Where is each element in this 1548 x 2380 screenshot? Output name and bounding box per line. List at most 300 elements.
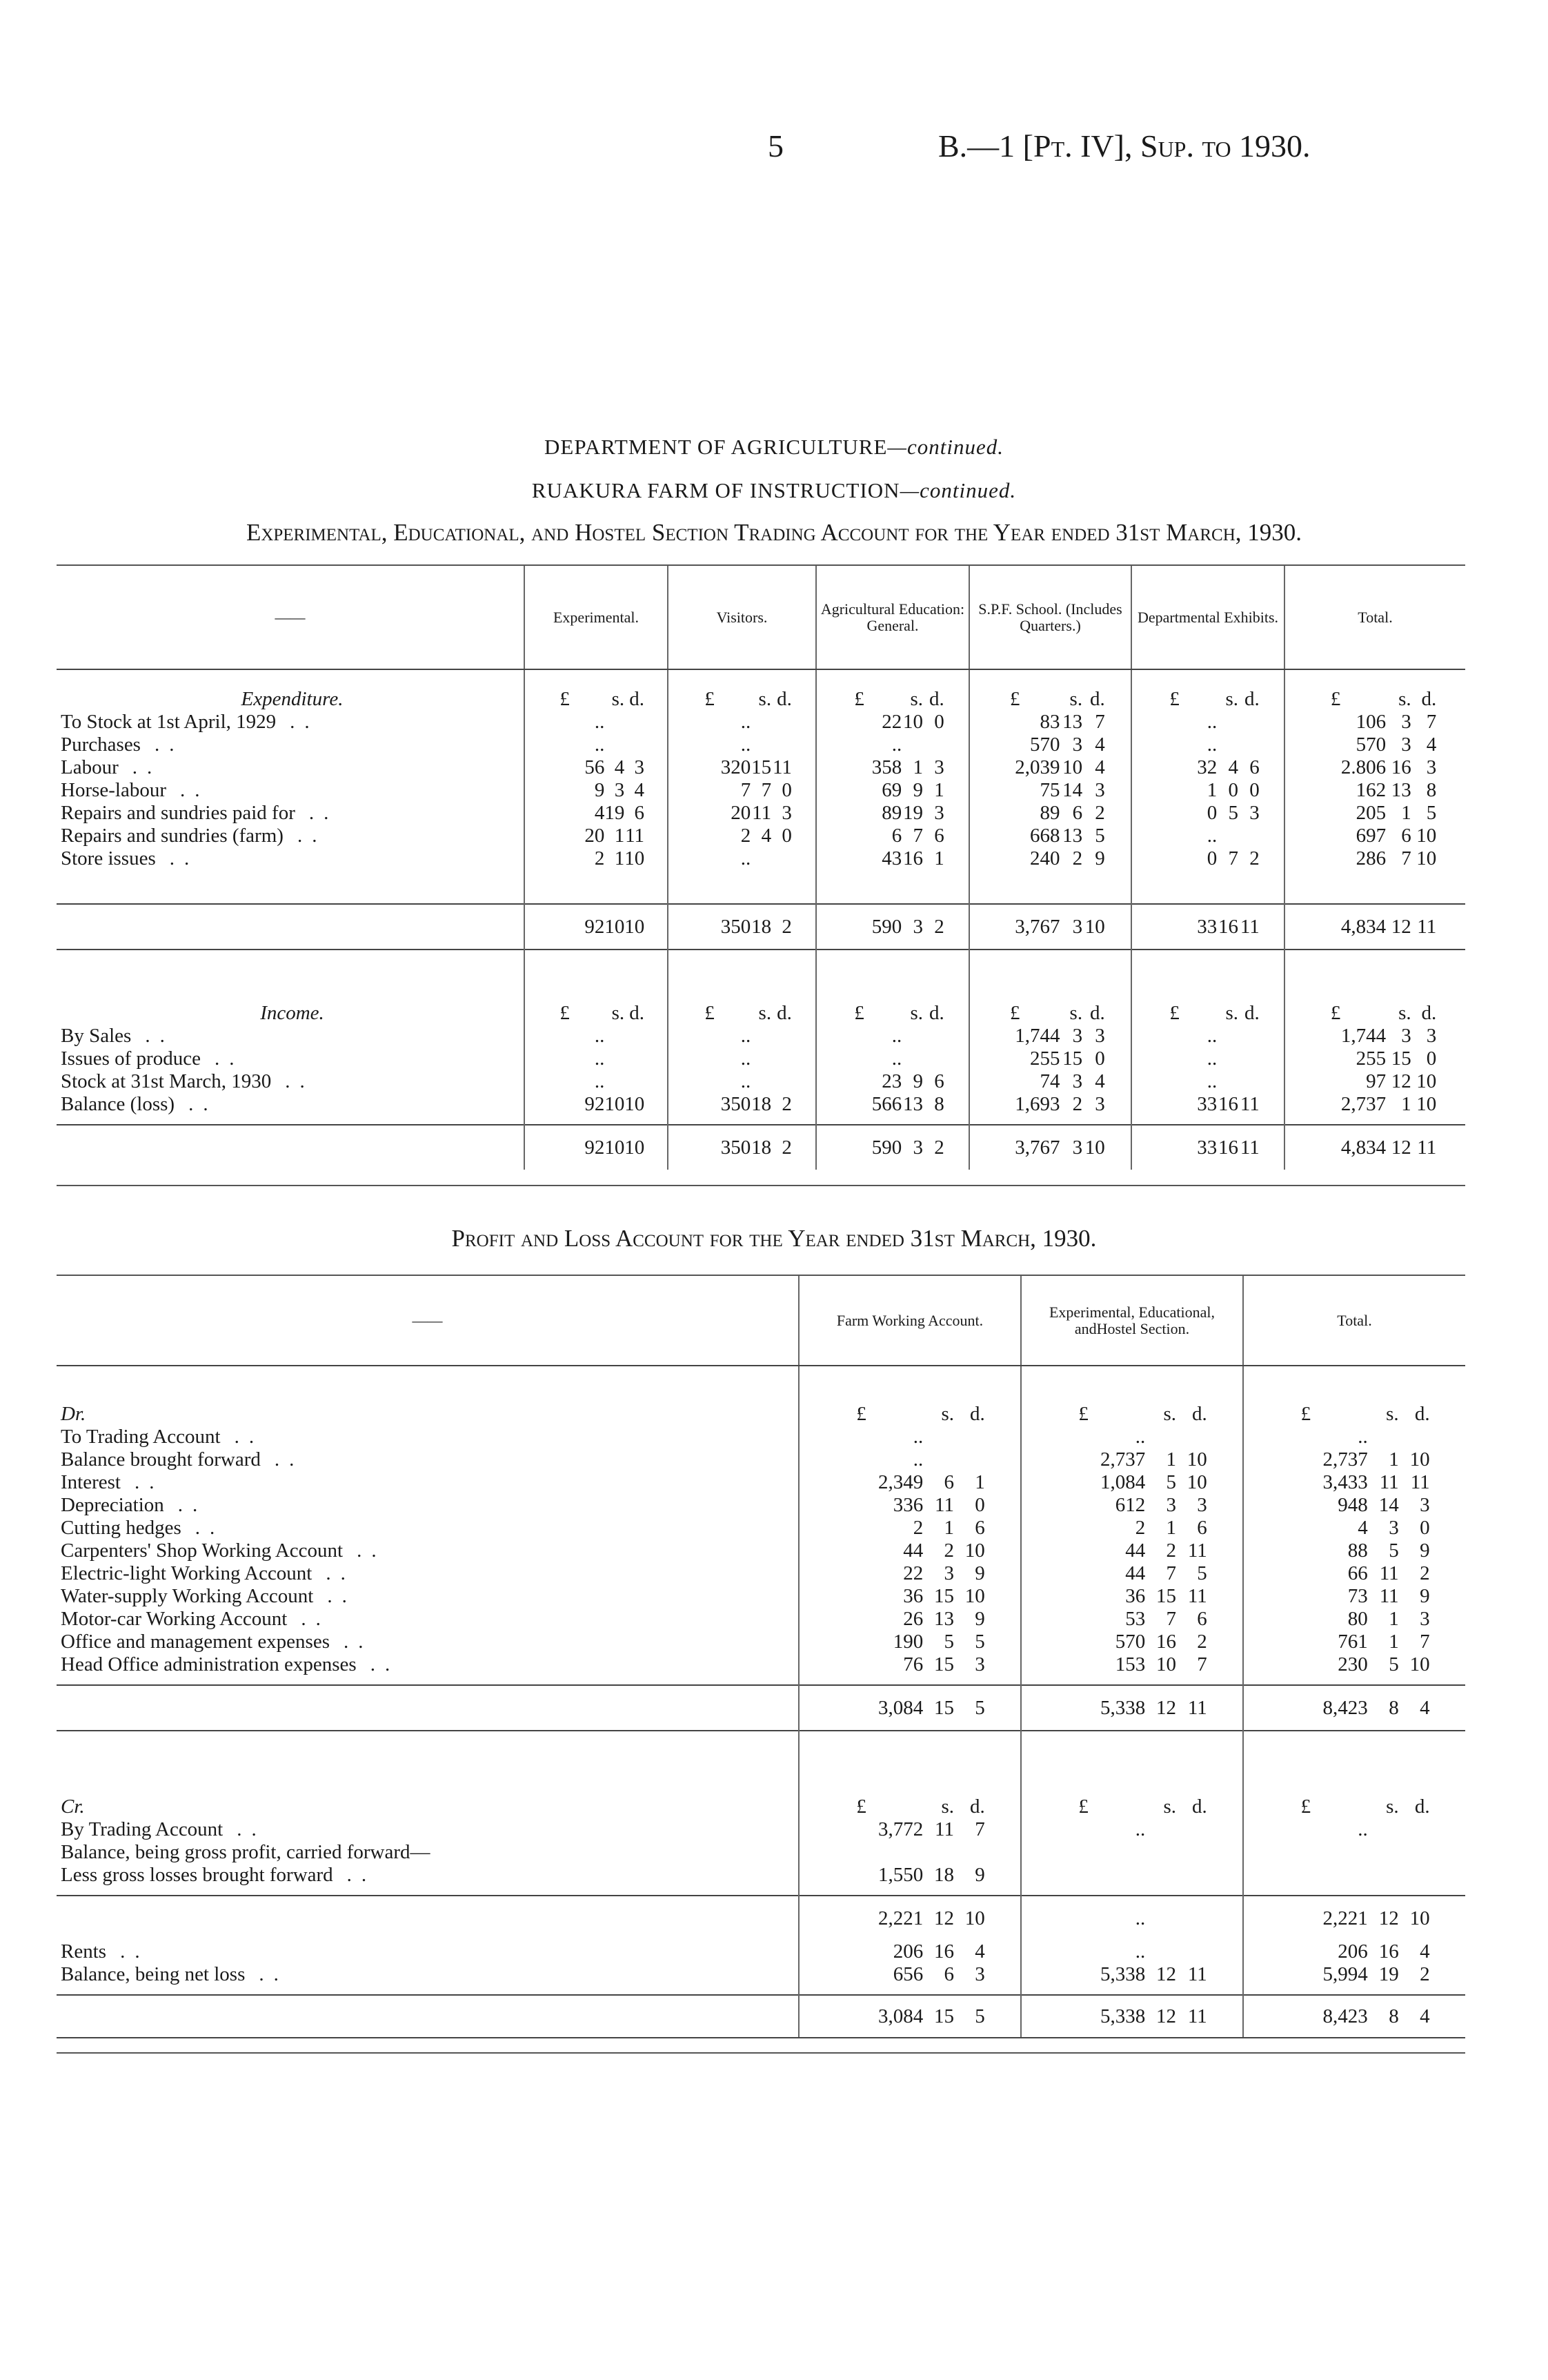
pl-dr-row-label [57,1426,799,1448]
trading-expenditure-value-1-pence: 0 [782,825,792,847]
pl-dr-row [57,1540,1465,1562]
trading-expenditure-value-2-pounds: 6 [891,825,902,847]
pl-dr-row-value-1-pounds: 2 [1135,1517,1146,1539]
pl-dr-row-value-2 [1243,1517,1465,1540]
trading-income-value-4-pounds: .. [1207,1025,1218,1047]
trading-income-value-4-pounds: .. [1207,1070,1218,1092]
trading-income-total-value-5-pounds: 4,834 [1340,1137,1387,1159]
pl-dr-row-label-text: Depreciation [61,1494,164,1516]
pl-dr-heading-text: Dr. [61,1403,86,1425]
pl-dr-heading-d-sign-1: d. [1192,1403,1207,1425]
pl-cr-row-value-0-pounds: 206 [893,1940,924,1963]
trading-expenditure-value-4-pounds: 32 [1197,756,1218,778]
pl-dr-row-value-2-shillings: 1 [1389,1608,1399,1630]
trading-expenditure-value-0-pence: 6 [634,802,645,824]
pl-blank-header [57,1276,799,1366]
trading-income-heading-s-sign-2: s. [910,1002,923,1024]
trading-expenditure-total-value-0-pounds: 92 [584,916,605,938]
pl-dr-row-value-1-shillings: 3 [1166,1494,1176,1516]
trading-col-header-text-1: Visitors. [716,608,768,626]
trading-expenditure-total-value-5-pounds: 4,834 [1340,916,1387,938]
trading-expenditure-value-5-pence: 8 [1426,779,1437,801]
pl-cr-heading-d-sign-2: d. [1414,1796,1430,1818]
trading-expenditure-value-2 [816,847,969,870]
pl-spacer-col [1243,1731,1465,1773]
trading-expenditure-value-2-shillings: 9 [913,779,923,801]
pl-spacer [57,1731,1465,1773]
trading-col-header-text-4: Departmental Exhibits. [1137,608,1279,626]
pl-dr-row-label [57,1585,799,1608]
trading-expenditure-value-3-shillings: 10 [1062,756,1083,778]
pl-dr-total-value-0-shillings: 15 [933,1697,954,1719]
pl-cr-row-value-0-pence: 3 [975,1963,985,1985]
pl-cr-balance-line1 [57,1841,1465,1864]
pl-dr-row-label-leader-dots: .. [234,1426,264,1448]
pl-spacer-cell [57,1731,799,1773]
pl-spacer [57,1676,1465,1685]
pl-dr-row-value-2-pounds: .. [1358,1426,1368,1448]
trading-expenditure-value-2-shillings: 10 [902,711,923,733]
farm-title-suffix: —continued. [900,478,1017,502]
trading-expenditure-value-4-pounds: .. [1207,711,1218,733]
pl-dr-row-value-1 [1021,1585,1243,1608]
trading-spacer-col [969,870,1131,904]
pl-dr-row-value-1-pounds: 2,737 [1100,1448,1146,1471]
pl-dr-row-label-text: Balance brought forward [61,1448,261,1471]
pl-cr-row-value-0-pence: 4 [975,1940,985,1963]
trading-expenditure-value-3-pence: 5 [1095,825,1105,847]
pl-dr-row-value-0 [799,1562,1021,1585]
pl-dr-row-value-0-pence: 9 [975,1608,985,1630]
trading-expenditure-value-4 [1131,847,1284,870]
trading-income-heading-s-sign-1: s. [758,1002,772,1024]
trading-income-heading [57,983,1465,1025]
pl-dr-row-value-0 [799,1631,1021,1653]
trading-income-value-5-pence: 10 [1416,1070,1437,1092]
trading-expenditure-heading-d-sign-0: d. [629,688,645,710]
trading-income-total-value-4-pence: 11 [1240,1137,1260,1159]
trading-income-total-value-4-pounds: 33 [1197,1137,1218,1159]
trading-income-heading-currency-5 [1284,983,1465,1025]
trading-income-value-2-pence: 6 [934,1070,944,1092]
pl-dr-row-value-0 [799,1448,1021,1471]
trading-expenditure-label-leader-dots: .. [290,711,319,733]
pl-dr-row-label-leader-dots: .. [357,1540,386,1562]
trading-income-value-2-pence: 8 [934,1093,944,1115]
pl-cr-subtotal-value-0 [799,1896,1021,1940]
pl-cr-row-value-1 [1021,1963,1243,1986]
trading-income-value-2-pounds: .. [891,1048,902,1070]
pl-dr-row-value-0-pence: 1 [975,1471,985,1493]
pl-dr-row-label-leader-dots: .. [177,1494,208,1516]
trading-spacer-col [1284,1116,1465,1125]
trading-expenditure-value-1-pounds: .. [740,734,751,756]
pl-dr-row-value-1 [1021,1562,1243,1585]
pl-spacer-col [1021,1731,1243,1773]
trading-expenditure-value-1-pounds: 320 [720,756,751,778]
trading-income-value-0-pounds: .. [594,1048,605,1070]
trading-income-total-value-3-pounds: 3,767 [1015,1137,1060,1159]
trading-income-label-leader-dots: .. [285,1070,315,1092]
trading-expenditure-value-5-pence: 4 [1426,734,1437,756]
pl-cr-balance-line2-value-0-pounds: 1,550 [877,1864,924,1886]
pl-dr-row [57,1448,1465,1471]
pl-dr-row-value-0-pence: 5 [975,1631,985,1653]
trading-expenditure-value-5-pence: 10 [1416,847,1437,869]
trading-expenditure-heading-pound-sign-0: £ [559,688,570,710]
trading-income-value-3-shillings: 2 [1072,1093,1083,1115]
trading-income-total-value-0-pounds: 92 [584,1137,605,1159]
pl-cr-row-value-0 [799,1940,1021,1963]
pl-dr-total-value-1-shillings: 12 [1155,1697,1176,1719]
pl-dr-row-value-2-pounds: 4 [1358,1517,1368,1539]
pl-dr-row-value-1-pence: 3 [1197,1494,1207,1516]
pl-cr-row [57,1963,1465,1986]
trading-income-value-5-pounds: 2,737 [1340,1093,1387,1115]
trading-expenditure-value-2-pounds: .. [891,734,902,756]
trading-income-value-0 [524,1093,668,1116]
trading-income-label-text: By Sales [61,1025,132,1047]
trading-expenditure-value-2 [816,734,969,756]
pl-cr-total-value-0-shillings: 15 [933,2005,954,2027]
trading-expenditure-label [57,734,524,756]
trading-expenditure-total-value-0-pence: 10 [624,916,645,938]
pl-dr-total-value-2-pounds: 8,423 [1322,1697,1368,1719]
pl-dr-heading-d-sign-2: d. [1414,1403,1430,1425]
pl-dr-total-value-1-pence: 11 [1187,1697,1207,1719]
trading-expenditure-value-4-pounds: .. [1207,825,1218,847]
trading-expenditure-value-0-pounds: .. [594,711,605,733]
trading-expenditure-heading-s-sign-3: s. [1069,688,1083,710]
trading-expenditure-value-0 [524,711,668,734]
trading-expenditure-value-4 [1131,734,1284,756]
profit-loss-title: Profit and Loss Account for the Year ended 31st March, 1930. [451,1225,1097,1252]
trading-expenditure-heading-currency-0 [524,669,668,711]
pl-dr-row-value-1-pence: 2 [1197,1631,1207,1653]
pl-dr-row-label-leader-dots: .. [134,1471,164,1493]
pl-dr-row [57,1585,1465,1608]
trading-expenditure-total-value-0 [524,904,668,950]
pl-dr-row-label-text: Water-supply Working Account [61,1585,314,1607]
trading-income-value-3-shillings: 3 [1072,1070,1083,1092]
pl-cr-heading-currency-0 [799,1773,1021,1818]
trading-expenditure-value-5-pounds: 106 [1356,711,1387,733]
pl-dr-row-value-0-pounds: 336 [893,1494,924,1516]
pl-dr-row-value-2 [1243,1653,1465,1676]
trading-income-label [57,1025,524,1048]
trading-expenditure-label-leader-dots: .. [132,756,162,778]
pl-cr-total-value-0-pounds: 3,084 [877,2005,924,2027]
pl-spacer-col [799,1676,1021,1685]
pl-cr-heading-pound-sign-1: £ [1078,1796,1089,1818]
pl-dr-heading-s-sign-2: s. [1386,1403,1399,1425]
trading-income-label-text: Stock at 31st March, 1930 [61,1070,272,1092]
trading-income-value-3-pence: 3 [1095,1025,1105,1047]
trading-bottom-rule [57,1185,1465,1186]
trading-expenditure-total-value-4 [1131,904,1284,950]
trading-spacer-col [1131,1116,1284,1125]
pl-dr-row-value-1-pounds: 53 [1125,1608,1146,1630]
pl-cr-subtotal-value-1-pounds: .. [1135,1907,1146,1929]
pl-spacer-col [1021,1887,1243,1896]
trading-income-row [57,1070,1465,1093]
trading-income-heading-s-sign-3: s. [1069,1002,1083,1024]
trading-expenditure-value-0-pounds: 9 [594,779,605,801]
pl-dr-row-value-2 [1243,1562,1465,1585]
pl-cr-row-value-1-pounds: 5,338 [1100,1963,1146,1985]
trading-expenditure-value-2 [816,802,969,825]
pl-cr-row-value-2 [1243,1963,1465,1986]
pl-cr-heading-d-sign-0: d. [970,1796,985,1818]
pl-cr-trading-row-label-leader-dots: .. [237,1818,266,1840]
pl-spacer-col [1021,1986,1243,1995]
pl-cr-heading-label [57,1773,799,1818]
trading-expenditure-row [57,802,1465,825]
pl-dr-row-value-1-pounds: 612 [1115,1494,1146,1516]
pl-cr-row-value-0-pounds: 656 [893,1963,924,1985]
pl-dr-row-value-2-pence: 3 [1420,1494,1430,1516]
trading-expenditure-value-1-pence: 11 [772,756,792,778]
pl-dr-row-value-2-pounds: 3,433 [1322,1471,1368,1493]
pl-dr-row-value-0 [799,1494,1021,1517]
trading-expenditure-value-5-shillings: 3 [1401,734,1411,756]
trading-income-heading-pound-sign-3: £ [1009,1002,1020,1024]
farm-title [0,478,1548,503]
trading-expenditure-total-value-3-shillings: 3 [1072,916,1083,938]
trading-income-value-3 [969,1093,1131,1116]
trading-expenditure-label-leader-dots: .. [297,825,327,847]
pl-dr-row-value-2-pounds: 761 [1338,1631,1368,1653]
pl-dr-row-value-0-shillings: 6 [944,1471,954,1493]
trading-expenditure-value-5-pence: 7 [1426,711,1437,733]
trading-expenditure-total-value-2-pounds: 590 [871,916,902,938]
pl-cr-balance-line2-value-1 [1021,1864,1243,1887]
trading-income-heading-currency-1 [668,983,816,1025]
trading-expenditure-value-3 [969,825,1131,847]
trading-expenditure-value-1-shillings: 15 [751,756,772,778]
pl-dr-row-value-0-shillings: 15 [933,1653,954,1675]
pl-cr-row-value-2-shillings: 16 [1378,1940,1399,1963]
pl-spacer-col [799,1731,1021,1773]
trading-income-total-value-3-pence: 10 [1084,1137,1105,1159]
trading-expenditure-value-2-pence: 3 [934,756,944,778]
trading-spacer-col [816,1116,969,1125]
trading-expenditure-value-2-pence: 0 [934,711,944,733]
trading-income-value-5-pounds: 255 [1356,1048,1387,1070]
pl-dr-row-value-1-shillings: 1 [1166,1517,1176,1539]
trading-spacer-col [524,950,668,983]
trading-income-value-5-shillings: 3 [1401,1025,1411,1047]
pl-dr-row-value-1-pounds: 153 [1115,1653,1146,1675]
pl-dr-row-value-0-shillings: 2 [944,1540,954,1562]
trading-expenditure-total-blank [57,904,524,950]
pl-dr-total [57,1685,1465,1731]
pl-cr-trading-row [57,1818,1465,1841]
trading-income-value-1-pounds: .. [740,1048,751,1070]
trading-expenditure-value-3-shillings: 13 [1062,825,1083,847]
pl-spacer-col [1021,1676,1243,1685]
pl-dr-row-value-1-shillings: 2 [1166,1540,1176,1562]
trading-expenditure-value-1-shillings: 7 [761,779,772,801]
department-title-main: DEPARTMENT OF AGRICULTURE [544,435,888,459]
trading-expenditure-value-3-shillings: 3 [1072,734,1083,756]
trading-expenditure-value-1-pounds: .. [740,711,751,733]
pl-cr-balance-line2-label-text: Less gross losses brought forward [61,1864,333,1886]
trading-blank-dash: —— [275,608,306,626]
trading-expenditure-value-2-pence: 3 [934,802,944,824]
department-title-suffix: —continued. [887,435,1004,459]
pl-cr-row-value-2-pounds: 5,994 [1322,1963,1368,1985]
trading-income-total [57,1125,1465,1170]
trading-expenditure-value-3-pence: 7 [1095,711,1105,733]
trading-expenditure-total-value-5-pence: 11 [1417,916,1437,938]
pl-dr-row-value-0 [799,1517,1021,1540]
trading-expenditure-value-4-shillings: 4 [1228,756,1238,778]
pl-dr-row-value-1 [1021,1471,1243,1494]
pl-spacer [57,1887,1465,1896]
pl-cr-total-value-2-pence: 4 [1420,2005,1430,2027]
pl-cr-row-value-2-shillings: 19 [1378,1963,1399,1985]
trading-expenditure-heading-pound-sign-2: £ [854,688,864,710]
trading-expenditure-value-3-pence: 9 [1095,847,1105,869]
trading-expenditure-value-4 [1131,802,1284,825]
trading-col-header-text-0: Experimental. [553,608,639,626]
trading-income-label-text: Issues of produce [61,1048,201,1070]
pl-cr-total-value-1 [1021,1995,1243,2038]
pl-dr-row-value-1-pounds: 36 [1125,1585,1146,1607]
trading-expenditure-value-2-shillings: 16 [902,847,923,869]
trading-expenditure-value-3-pounds: 83 [1040,711,1060,733]
trading-expenditure-row [57,847,1465,870]
trading-spacer-col [1284,870,1465,904]
pl-cr-row-value-2-pence: 4 [1420,1940,1430,1963]
trading-expenditure-total-value-2-shillings: 3 [913,916,923,938]
pl-cr-subtotal-value-2 [1243,1896,1465,1940]
pl-dr-row-label-leader-dots: .. [274,1448,304,1471]
pl-dr-row-label [57,1608,799,1631]
pl-dr-row-value-1-shillings: 5 [1166,1471,1176,1493]
trading-income-heading-pound-sign-2: £ [854,1002,864,1024]
pl-dr-row-value-0-pounds: 2 [913,1517,924,1539]
pl-col-header-text-1: Experimental, Educational, andHostel Section. [1049,1303,1215,1337]
pl-bottom-rule [57,2052,1465,2054]
pl-dr-row-value-1-pence: 6 [1197,1517,1207,1539]
pl-dr-row-value-2-pounds: 80 [1347,1608,1368,1630]
trading-income-value-0-pence: 10 [624,1093,645,1115]
pl-dr-row-label-leader-dots: .. [370,1653,400,1675]
trading-spacer [57,1116,1465,1125]
trading-expenditure-heading-s-sign-2: s. [910,688,923,710]
trading-income-total-value-1 [668,1125,816,1170]
pl-cr-total [57,1995,1465,2038]
pl-dr-row-value-1-pence: 11 [1187,1540,1207,1562]
trading-income-value-0 [524,1070,668,1093]
trading-expenditure-value-0-pence: 11 [625,825,645,847]
trading-income-value-1 [668,1048,816,1070]
pl-dr-row-value-0-pence: 6 [975,1517,985,1539]
trading-expenditure-value-4 [1131,756,1284,779]
pl-cr-heading-pound-sign-2: £ [1300,1796,1311,1818]
trading-expenditure-label-leader-dots: .. [180,779,210,801]
pl-dr-row-value-1-shillings: 15 [1155,1585,1176,1607]
trading-expenditure-heading-pound-sign-4: £ [1169,688,1180,710]
pl-cr-heading-s-sign-0: s. [941,1796,954,1818]
trading-spacer-cell [57,950,524,983]
trading-expenditure-value-3-pounds: 570 [1029,734,1060,756]
trading-spacer-col [969,950,1131,983]
trading-expenditure-value-0-pence: 4 [634,779,645,801]
trading-expenditure-label-leader-dots: .. [154,734,184,756]
trading-income-value-2 [816,1048,969,1070]
pl-spacer-cell [57,1676,799,1685]
trading-income-value-1 [668,1025,816,1048]
trading-expenditure-heading-pound-sign-3: £ [1009,688,1020,710]
pl-dr-row-label-text: To Trading Account [61,1426,221,1448]
trading-income-total-value-2 [816,1125,969,1170]
trading-expenditure-heading-s-sign-4: s. [1225,688,1238,710]
pl-cr-heading-s-sign-1: s. [1163,1796,1176,1818]
trading-income-value-0-pounds: 92 [584,1093,605,1115]
pl-cr-balance-line2 [57,1864,1465,1887]
pl-dr-row [57,1494,1465,1517]
pl-dr-row-label [57,1517,799,1540]
trading-expenditure-value-0-shillings: 1 [614,847,625,869]
trading-income-row [57,1025,1465,1048]
trading-income-value-5 [1284,1025,1465,1048]
pl-dr-row [57,1653,1465,1676]
pl-dr-heading-d-sign-0: d. [970,1403,985,1425]
trading-col-header-text-3: S.P.F. School. (Includes Quarters.) [978,600,1122,634]
trading-income-value-1 [668,1070,816,1093]
pl-dr-row-value-2-pence: 10 [1409,1653,1430,1675]
trading-expenditure-label-text: Purchases [61,734,141,756]
pl-dr-row-value-0-pence: 10 [964,1585,985,1607]
trading-income-total-value-0-pence: 10 [624,1137,645,1159]
trading-spacer-col [524,1116,668,1125]
pl-dr-row-label-leader-dots: .. [301,1608,330,1630]
trading-income-value-4-pence: 11 [1240,1093,1260,1115]
pl-dr-row-value-2-pounds: 73 [1347,1585,1368,1607]
pl-dr-row-value-1 [1021,1608,1243,1631]
pl-dr-row-value-1 [1021,1653,1243,1676]
trading-expenditure-total-value-4-shillings: 16 [1218,916,1238,938]
trading-income-total-value-3 [969,1125,1131,1170]
trading-expenditure-total-value-1-shillings: 18 [751,916,772,938]
trading-expenditure-value-0-pence: 10 [624,847,645,869]
trading-expenditure-value-0-shillings: 19 [604,802,625,824]
trading-expenditure-value-2-pence: 6 [934,825,944,847]
trading-expenditure-value-3-shillings: 14 [1062,779,1083,801]
pl-cr-balance-line1-empty-0 [799,1841,1021,1864]
trading-expenditure-value-3-pounds: 2,039 [1015,756,1060,778]
trading-expenditure-value-3-shillings: 13 [1062,711,1083,733]
trading-expenditure-value-3-pounds: 668 [1029,825,1060,847]
trading-expenditure-heading-d-sign-3: d. [1089,688,1105,710]
pl-cr-subtotal-value-2-pence: 10 [1409,1907,1430,1929]
trading-expenditure-value-1 [668,779,816,802]
pl-cr-total-value-1-pounds: 5,338 [1100,2005,1146,2027]
pl-dr-row [57,1631,1465,1653]
trading-income-value-2-shillings: 9 [913,1070,923,1092]
pl-dr-row-value-0-pounds: 26 [903,1608,924,1630]
trading-income-heading-currency-3 [969,983,1131,1025]
trading-expenditure-value-3-pence: 3 [1095,779,1105,801]
pl-dr-row-value-1-pounds: 44 [1125,1562,1146,1584]
trading-expenditure-value-4-pence: 0 [1249,779,1260,801]
pl-spacer-col [799,1887,1021,1896]
pl-dr-row-value-1-pence: 5 [1197,1562,1207,1584]
pl-cr-row-value-0-shillings: 6 [944,1963,954,1985]
